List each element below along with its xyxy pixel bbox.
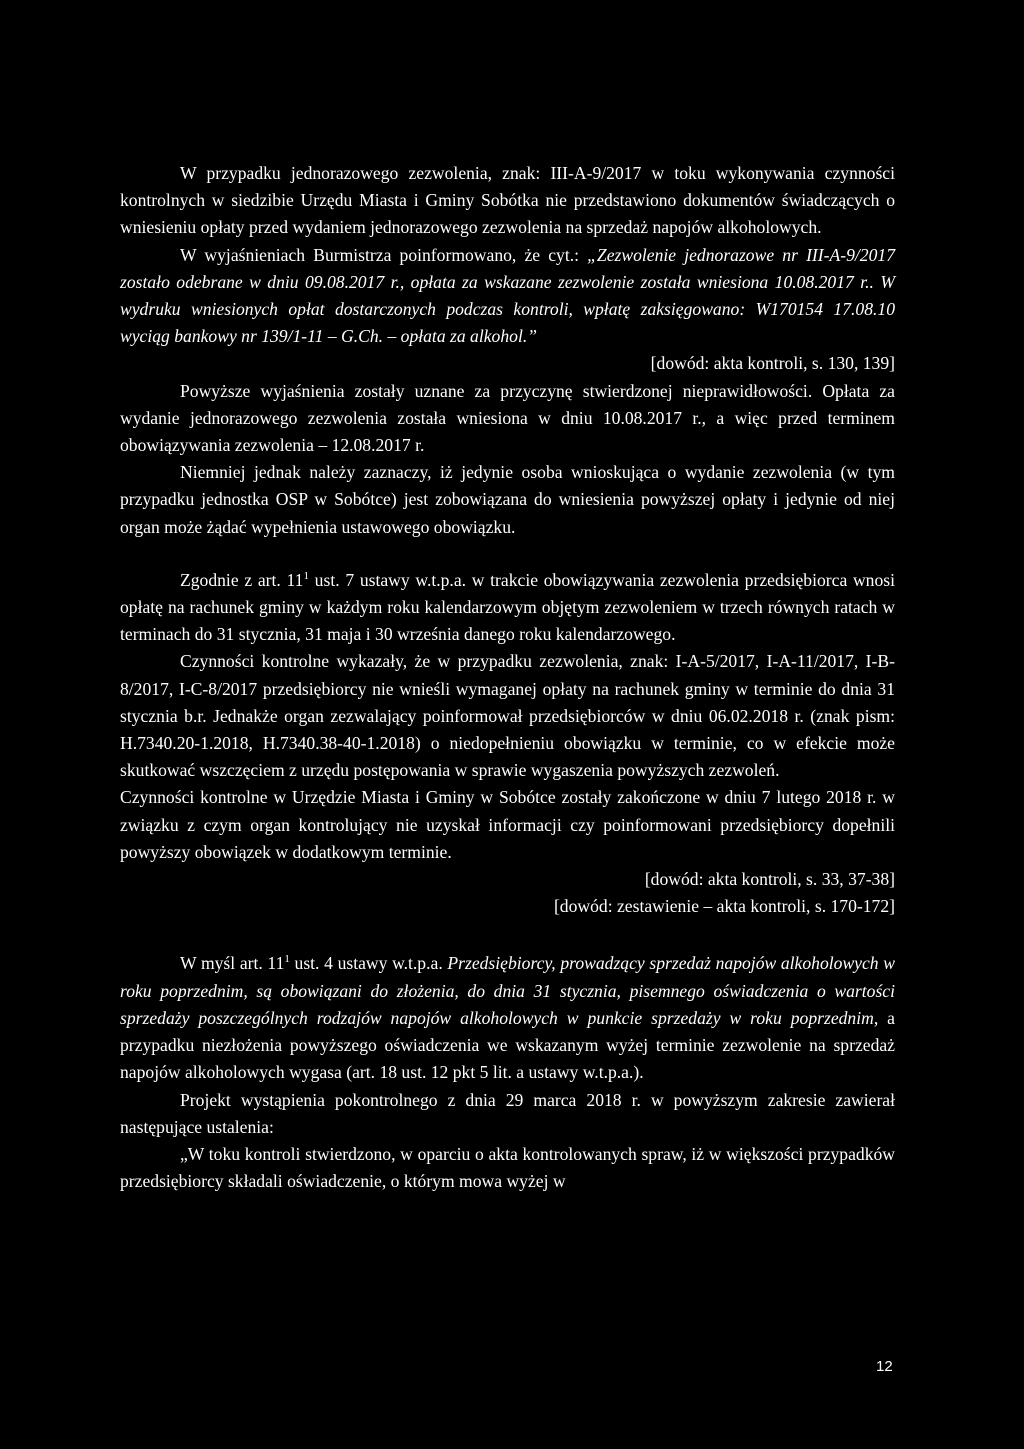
evidence-reference-3: [dowód: zestawienie – akta kontroli, s. 170-172]	[553, 896, 895, 917]
paragraph-explanation-accepted: Powyższe wyjaśnienia zostały uznane za przyczynę stwierdzonej nieprawidłowości. Opłata za wydanie jednorazowego zezwolenia została wniesiona w dniu 10.08.2017 r., a więc przed terminem obowiązywania zezwolenia – 12.08.2017 r.	[120, 380, 895, 456]
paragraph-control-completion: Czynności kontrolne w Urzędzie Miasta i Gminy w Sobótce zostały zakończone w dniu 7 lutego 2018 r. w związku z czym organ kontrolujący nie uzyskał informacji czy poinformowani przedsiębiorcy dopełnili powyższy obowiązek w dodatkowym terminie.	[120, 787, 895, 862]
legal-ref: ust. 4 ustawy w.t.p.a.	[289, 953, 448, 974]
paragraph-draft-findings: Projekt wystąpienia pokontrolnego z dnia 29 marca 2018 r. w powyższym zakresie zawierał następujące ustalenia:	[120, 1089, 895, 1137]
paragraph-applicant-obligation: Niemniej jednak należy zaznaczy, iż jedynie osoba wnioskująca o wydanie zezwolenia (w tym przypadku jednostka OSP w Sobótce) jest zobowiązana do wniesienia powyższej opłaty i jedynie od niej organ może żądać wypełnienia ustawowego obowiązku.	[120, 462, 895, 537]
evidence-reference-1: [dowód: akta kontroli, s. 130, 139]	[650, 353, 895, 374]
page-number: 12	[876, 1358, 893, 1375]
legal-text: ust. 7 ustawy w.t.p.a. w trakcie obowiązywania zezwolenia przedsiębiorca wnosi opłatę na rachunek gminy w każdym roku kalendarzowym objętym zezwoleniem w trzech równych ratach w terminach do 31 stycznia, 31 maja i 30 września danego roku kalendarzowego.	[120, 569, 895, 645]
paragraph-control-findings: Czynności kontrolne wykazały, że w przypadku zezwolenia, znak: I-A-5/2017, I-A-11/2017, I-B-8/2017, I-C-8/2017 przedsiębiorcy nie wnieśli wymaganej opłaty na rachunek gminy w terminie do dnia 31 stycznia b.r. Jednakże organ zezwalający poinformował przedsiębiorców w dniu 06.02.2018 r. (znak pism: H.7340.20-1.2018, H.7340.38-40-1.2018) o niedopełnieniu obowiązku w terminie, co w efekcie może skutkować wszczęciem z urzędu postępowania w sprawie wygaszenia powyższych zezwoleń.	[120, 651, 895, 781]
paragraph-legal-basis-ust7	[120, 567, 895, 649]
explanation-intro: W wyjaśnieniach Burmistrza poinformowano, że cyt.:	[180, 244, 588, 265]
document-body	[120, 160, 895, 1195]
legal-quote: Przedsiębiorcy, prowadzący sprzedaż napojów alkoholowych w roku poprzednim, są obowiązani do złożenia, do dnia 31 stycznia, pisemnego oświadczenia o wartości sprzedaży poszczególnych rodzajów napojów alkoholowych w punkcie sprzedaży w roku poprzednim	[120, 953, 895, 1028]
paragraph-legal-basis-ust4	[120, 950, 895, 1086]
evidence-reference-2: [dowód: akta kontroli, s. 33, 37-38]	[644, 869, 895, 890]
legal-article: Zgodnie z art. 11	[180, 569, 304, 590]
explanation-quote: „Zezwolenie jednorazowe nr III-A-9/2017 zostało odebrane w dniu 09.08.2017 r., opłata za wskazane zezwolenie została wniesiona 10.08.2017 r.. W wydruku wniesionych opłat dostarczonych podczas kontroli, wpłatę zaksięgowano: W170154 17.08.10 wyciąg bankowy nr 139/1-11 – G.Ch. – opłata za alkohol.”	[120, 244, 895, 347]
legal-consequence: , a przypadku niezłożenia powyższego oświadczenia we wskazanym wyżej terminie zezwolenie na sprzedaż napojów alkoholowych wygasa (art. 18 ust. 12 pkt 5 lit. a ustawy w.t.p.a.).	[120, 1007, 895, 1083]
paragraph-mayor-explanation	[120, 242, 895, 351]
article-superscript: 1	[284, 953, 290, 966]
legal-article: W myśl art. 11	[180, 953, 285, 974]
paragraph-missing-documents: W przypadku jednorazowego zezwolenia, znak: III-A-9/2017 w toku wykonywania czynności kontrolnych w siedzibie Urzędu Miasta i Gminy Sobótka nie przedstawiono dokumentów świadczących o wniesieniu opłaty przed wydaniem jednorazowego zezwolenia na sprzedaż napojów alkoholowych.	[120, 163, 895, 238]
article-superscript: 1	[303, 569, 309, 582]
paragraph-findings-quote: „W toku kontroli stwierdzono, w oparciu o akta kontrolowanych spraw, iż w większości przypadków przedsiębiorcy składali oświadczenie, o którym mowa wyżej w	[120, 1143, 895, 1192]
